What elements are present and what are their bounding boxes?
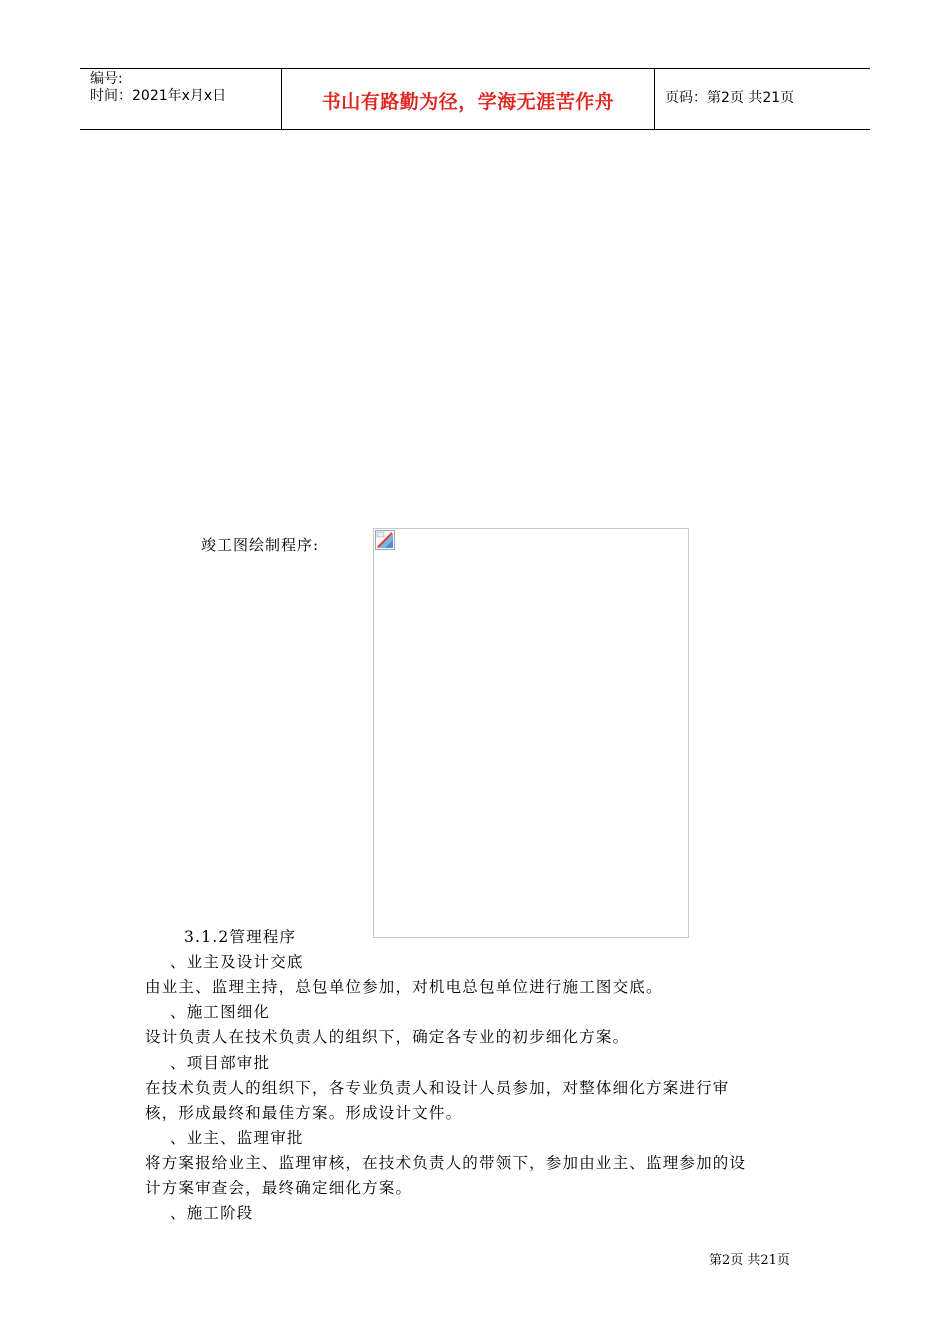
item-heading: 、业主、监理审批 xyxy=(170,1128,304,1147)
header-page-number: 页码：第2页 共21页 xyxy=(665,90,795,106)
item-heading: 、施工阶段 xyxy=(170,1204,254,1223)
page-header xyxy=(80,68,870,130)
document-time-label: 时间：2021年x月x日 xyxy=(90,88,227,104)
header-motto: 书山有路勤为径，学海无涯苦作舟 xyxy=(321,91,615,113)
item-heading: 、施工图细化 xyxy=(170,1003,271,1022)
item-text-line: 设计负责人在技术负责人的组织下，确定各专业的初步细化方案。 xyxy=(145,1028,630,1047)
header-info-cell xyxy=(80,69,282,129)
flowchart-image-placeholder xyxy=(373,528,689,938)
header-page-cell xyxy=(655,69,870,129)
document-code-label: 编号: xyxy=(90,71,123,87)
item-text-line: 由业主、监理主持，总包单位参加，对机电总包单位进行施工图交底。 xyxy=(145,978,663,997)
item-text-line: 在技术负责人的组织下，各专业负责人和设计人员参加，对整体细化方案进行审 xyxy=(145,1078,730,1097)
item-text-line: 将方案报给业主、监理审核，在技术负责人的带领下，参加由业主、监理参加的设 xyxy=(145,1153,747,1172)
item-text-line: 核，形成最终和最佳方案。形成设计文件。 xyxy=(145,1103,463,1122)
item-heading: 、业主及设计交底 xyxy=(170,953,304,972)
item-heading: 、项目部审批 xyxy=(170,1053,271,1072)
page-footer: 第2页 共21页 xyxy=(709,1253,790,1268)
header-motto-cell xyxy=(282,69,655,129)
item-text-line: 计方案审查会，最终确定细化方案。 xyxy=(145,1179,413,1197)
broken-image-icon xyxy=(375,530,395,550)
figure-label: 竣工图绘制程序: xyxy=(201,536,320,554)
section-title: 3.1.2管理程序 xyxy=(184,928,297,946)
